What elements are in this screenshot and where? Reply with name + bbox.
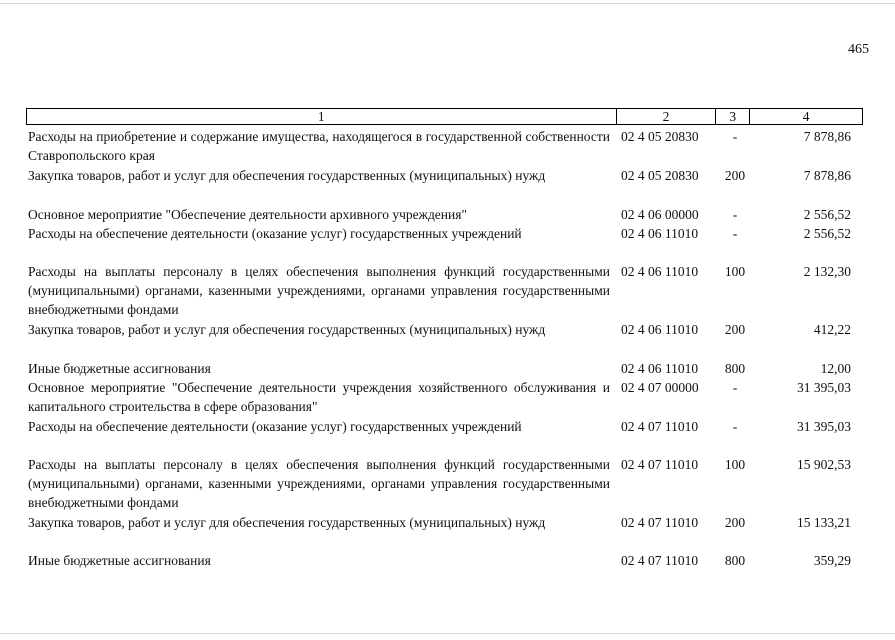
row-description: Расходы на приобретение и содержание имущества, находящегося в государственной собственности Ставропольского края: [28, 129, 610, 163]
header-col-4: 4: [802, 109, 810, 124]
row-amount: 2 556,52: [803, 226, 851, 241]
scan-edge-bottom: [0, 633, 895, 634]
scan-edge-top: [0, 3, 895, 4]
row-amount: 2 132,30: [803, 264, 851, 279]
row-expense-type: 200: [724, 322, 746, 337]
row-description: Закупка товаров, работ и услуг для обеспечения государственных (муниципальных) нужд: [28, 168, 546, 183]
row-description: Расходы на выплаты персоналу в целях обеспечения выполнения функций государственными (муниципальными) органами, казенными учреждениями, органами управления государственными внебюджетными фондами: [28, 264, 610, 317]
row-code: 02 4 06 11010: [621, 264, 699, 279]
row-amount: 31 395,03: [797, 419, 851, 434]
row-description: Иные бюджетные ассигнования: [28, 553, 211, 568]
row-code: 02 4 07 11010: [621, 515, 699, 530]
row-amount: 2 556,52: [803, 207, 851, 222]
row-code: 02 4 06 11010: [621, 322, 699, 337]
row-code: 02 4 06 11010: [621, 361, 699, 376]
row-expense-type: -: [732, 419, 738, 434]
row-code: 02 4 07 11010: [621, 419, 699, 434]
row-amount: 31 395,03: [797, 380, 851, 395]
row-expense-type: 100: [724, 457, 746, 472]
row-code: 02 4 07 11010: [621, 553, 699, 568]
row-amount: 7 878,86: [803, 168, 851, 183]
row-code: 02 4 07 00000: [621, 380, 699, 395]
row-expense-type: -: [732, 207, 738, 222]
row-code: 02 4 05 20830: [621, 129, 699, 144]
row-amount: 359,29: [813, 553, 851, 568]
row-expense-type: 800: [724, 553, 746, 568]
row-expense-type: -: [732, 226, 738, 241]
row-description: Расходы на обеспечение деятельности (оказание услуг) государственных учреждений: [28, 419, 522, 434]
row-expense-type: 100: [724, 264, 746, 279]
row-description: Иные бюджетные ассигнования: [28, 361, 211, 376]
row-description: Основное мероприятие "Обеспечение деятельности учреждения хозяйственного обслуживания и капитального строительства в сфере образования": [28, 380, 610, 414]
row-amount: 12,00: [820, 361, 851, 376]
row-expense-type: 200: [724, 168, 746, 183]
page-number: 465: [848, 42, 869, 57]
header-col-3: 3: [716, 109, 750, 124]
row-description: Основное мероприятие "Обеспечение деятельности архивного учреждения": [28, 207, 467, 222]
row-expense-type: 800: [724, 361, 746, 376]
row-description: Расходы на выплаты персоналу в целях обеспечения выполнения функций государственными (муниципальными) органами, казенными учреждениями, органами управления государственными внебюджетными фондами: [28, 457, 610, 510]
table-header: [26, 108, 863, 125]
row-code: 02 4 06 11010: [621, 226, 699, 241]
row-code: 02 4 06 00000: [621, 207, 699, 222]
row-expense-type: -: [732, 380, 738, 395]
row-code: 02 4 05 20830: [621, 168, 699, 183]
header-col-1: 1: [27, 109, 617, 124]
row-amount: 15 133,21: [797, 515, 851, 530]
row-description: Закупка товаров, работ и услуг для обеспечения государственных (муниципальных) нужд: [28, 515, 546, 530]
row-expense-type: 200: [724, 515, 746, 530]
row-expense-type: -: [732, 129, 738, 144]
row-amount: 15 902,53: [797, 457, 851, 472]
row-description: Закупка товаров, работ и услуг для обеспечения государственных (муниципальных) нужд: [28, 322, 546, 337]
row-code: 02 4 07 11010: [621, 457, 699, 472]
header-col-2: 2: [617, 109, 717, 124]
row-amount: 7 878,86: [803, 129, 851, 144]
row-description: Расходы на обеспечение деятельности (оказание услуг) государственных учреждений: [28, 226, 522, 241]
row-amount: 412,22: [813, 322, 851, 337]
